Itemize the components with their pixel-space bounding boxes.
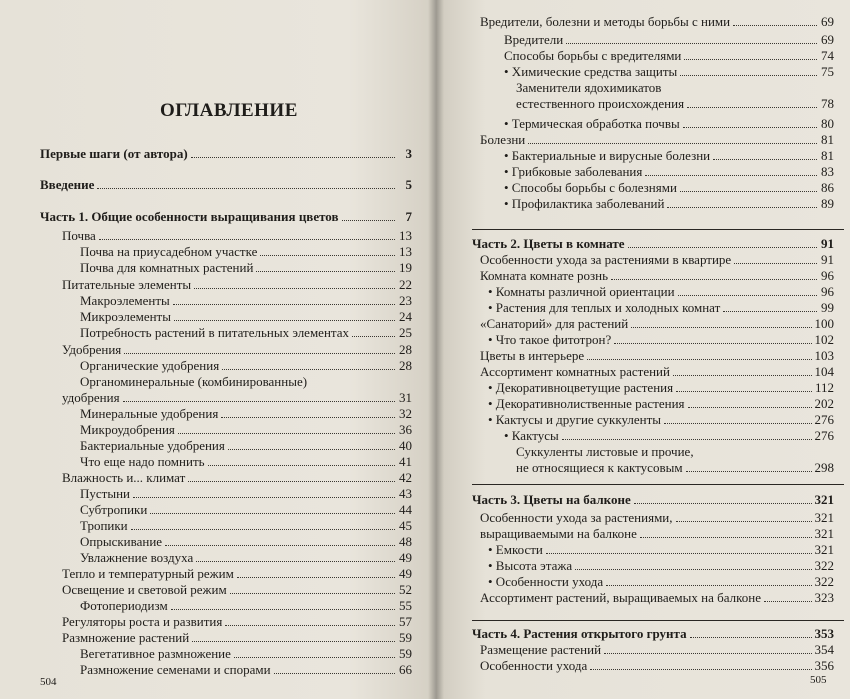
toc-entry-text: Микроэлементы <box>80 309 171 324</box>
toc-entry-text: Удобрения <box>62 342 122 357</box>
dot-leader <box>256 261 395 272</box>
right-toc-entry <box>480 526 834 542</box>
dot-leader <box>234 647 395 658</box>
toc-entry-text: Ассортимент растений, выращиваемых на балконе <box>480 590 761 605</box>
toc-page-number: 66 <box>399 662 412 677</box>
toc-page-number: 322 <box>814 574 834 589</box>
right-toc-entry <box>480 364 834 380</box>
toc-page-number: 80 <box>821 116 834 131</box>
dot-leader <box>528 133 817 144</box>
toc-entry-text: Субтропики <box>80 502 148 517</box>
right-toc-entry <box>480 590 834 606</box>
dot-leader <box>611 269 817 280</box>
toc-entry-text: Особенности ухода <box>480 658 588 673</box>
dot-leader <box>645 165 817 176</box>
dot-leader <box>178 423 395 434</box>
toc-entry-text: Фотопериодизм <box>80 598 168 613</box>
toc-page-number: 22 <box>399 277 412 292</box>
toc-entry-text: Увлажнение воздуха <box>80 550 194 565</box>
toc-page-number: 81 <box>821 132 834 147</box>
toc-entry-text: Вредители <box>504 32 564 47</box>
toc-page-number: 112 <box>814 380 834 395</box>
left-toc-entry <box>80 438 412 454</box>
dot-leader <box>640 527 812 538</box>
toc-entry-text: Вредители, болезни и методы борьбы с ними <box>480 14 731 29</box>
toc-entry-text: • Особенности ухода <box>488 574 604 589</box>
left-toc-entry <box>80 518 412 534</box>
toc-entry-text: Вегетативное размножение <box>80 646 231 661</box>
toc-entry-text: Способы борьбы с вредителями <box>504 48 682 63</box>
toc-page-number: 100 <box>814 316 834 331</box>
toc-page-number: 41 <box>399 454 412 469</box>
right-toc-entry <box>516 80 661 96</box>
right-toc-entry <box>516 96 834 112</box>
dot-leader <box>221 407 395 418</box>
toc-page-number: 57 <box>399 614 412 629</box>
toc-entry-text: • Бактериальные и вирусные болезни <box>504 148 711 163</box>
toc-entry-text: Органические удобрения <box>80 358 220 373</box>
toc-page-number: 276 <box>814 412 834 427</box>
left-toc-entry <box>80 646 412 662</box>
toc-page-number: 354 <box>814 642 834 657</box>
toc-page-number: 69 <box>821 32 834 47</box>
right-toc-entry <box>504 196 834 212</box>
right-toc-entry <box>480 14 834 30</box>
left-toc-entry <box>80 244 412 260</box>
toc-entry-text: Размножение растений <box>62 630 190 645</box>
dot-leader <box>260 245 395 256</box>
toc-page-number: 74 <box>821 48 834 63</box>
dot-leader <box>174 310 395 321</box>
toc-entry-text: Макроэлементы <box>80 293 170 308</box>
right-toc-entry <box>504 148 834 164</box>
toc-page-number: 23 <box>399 293 412 308</box>
dot-leader <box>764 591 812 602</box>
left-toc-entry <box>80 374 307 390</box>
dot-leader <box>222 359 395 370</box>
toc-page-number: 36 <box>399 422 412 437</box>
toc-page-number: 78 <box>821 96 834 111</box>
toc-page-number: 91 <box>821 236 834 251</box>
toc-page-number: 103 <box>814 348 834 363</box>
dot-leader <box>274 663 395 674</box>
dot-leader <box>667 197 817 208</box>
right-toc-entry <box>480 642 834 658</box>
right-toc-entry <box>504 164 834 180</box>
left-toc-entry <box>62 228 412 244</box>
dot-leader <box>133 487 395 498</box>
toc-entry-text: • Растения для теплых и холодных комнат <box>488 300 721 315</box>
toc-page-number: 89 <box>821 196 834 211</box>
right-toc-entry <box>488 412 834 428</box>
left-toc-entry <box>80 534 412 550</box>
toc-page-number: 13 <box>399 244 412 259</box>
dot-leader <box>191 147 395 158</box>
dot-leader <box>606 575 811 586</box>
toc-page-number: 59 <box>399 630 412 645</box>
toc-entry-text: Минеральные удобрения <box>80 406 219 421</box>
toc-entry-text: Цветы в интерьере <box>480 348 585 363</box>
dot-leader <box>173 294 395 305</box>
toc-page-number: 52 <box>399 582 412 597</box>
toc-entry-text: Регуляторы роста и развития <box>62 614 223 629</box>
book-gutter <box>428 0 444 699</box>
right-toc-entry <box>488 300 834 316</box>
toc-entry-text: Бактериальные удобрения <box>80 438 225 453</box>
toc-page-number: 13 <box>399 228 412 243</box>
toc-page-number: 28 <box>399 342 412 357</box>
right-toc-entry <box>504 428 834 444</box>
toc-page-number: 19 <box>399 260 412 275</box>
toc-entry-text: Ассортимент комнатных растений <box>480 364 670 379</box>
toc-entry-text: Тепло и температурный режим <box>62 566 234 581</box>
toc-page-number: 99 <box>821 300 834 315</box>
toc-page-number: 83 <box>821 164 834 179</box>
left-toc-entry <box>80 662 412 678</box>
toc-page-number: 323 <box>814 590 834 605</box>
dot-leader <box>733 15 817 26</box>
left-toc-entry <box>40 209 412 225</box>
left-toc-entry <box>62 390 412 406</box>
toc-page-number: 25 <box>399 325 412 340</box>
left-toc-entry <box>62 342 412 358</box>
toc-page-number: 102 <box>814 332 834 347</box>
left-toc-entry <box>40 177 412 193</box>
left-toc-entry <box>80 309 412 325</box>
toc-entry-text: Влажность и... климат <box>62 470 186 485</box>
toc-page-number: 45 <box>399 518 412 533</box>
toc-entry-text: Что еще надо помнить <box>80 454 205 469</box>
dot-leader <box>546 543 812 554</box>
dot-leader <box>566 33 817 44</box>
right-page <box>436 0 850 699</box>
dot-leader <box>723 301 817 312</box>
right-toc-entry <box>480 510 834 526</box>
section-divider <box>472 229 844 230</box>
toc-entry-text: Размещение растений <box>480 642 602 657</box>
toc-entry-text: • Что такое фитотрон? <box>488 332 612 347</box>
right-toc-entry <box>504 64 834 80</box>
toc-page-number: 298 <box>814 460 834 475</box>
toc-entry-text: Болезни <box>480 132 526 147</box>
left-toc-entry <box>80 260 412 276</box>
toc-entry-text: Опрыскивание <box>80 534 163 549</box>
left-toc-entry <box>80 486 412 502</box>
toc-page-number: 49 <box>399 550 412 565</box>
toc-page-number: 32 <box>399 406 412 421</box>
toc-entry-text: Органоминеральные (комбинированные) <box>80 374 308 389</box>
toc-entry-text: Потребность растений в питательных элементах <box>80 325 350 340</box>
left-toc-entry <box>80 406 412 422</box>
dot-leader <box>194 278 395 289</box>
right-toc-entry <box>504 116 834 132</box>
left-toc-entry <box>62 470 412 486</box>
toc-entry-text: Часть 3. Цветы на балконе <box>472 492 631 507</box>
toc-entry-text: Суккуленты листовые и прочие, <box>516 444 694 459</box>
right-toc-entry <box>488 558 834 574</box>
right-toc-entry <box>488 542 834 558</box>
toc-entry-text: Первые шаги (от автора) <box>40 146 188 161</box>
dot-leader <box>228 439 395 450</box>
dot-leader <box>686 461 812 472</box>
section-divider <box>472 484 844 485</box>
toc-page-number: 276 <box>814 428 834 443</box>
dot-leader <box>734 253 817 264</box>
right-toc-entry <box>480 658 834 674</box>
dot-leader <box>614 333 811 344</box>
dot-leader <box>99 229 395 240</box>
toc-entry-text: Введение <box>40 177 95 192</box>
dot-leader <box>680 181 817 192</box>
toc-entry-text: Почва <box>62 228 96 243</box>
dot-leader <box>684 49 817 60</box>
dot-leader <box>690 627 812 638</box>
toc-entry-text: • Способы борьбы с болезнями <box>504 180 677 195</box>
right-toc-entry <box>488 380 834 396</box>
left-toc-entry <box>62 566 412 582</box>
dot-leader <box>352 326 395 337</box>
right-toc-entry <box>472 626 834 642</box>
dot-leader <box>628 237 817 248</box>
left-toc-entry <box>80 293 412 309</box>
dot-leader <box>230 583 395 594</box>
left-toc-entry <box>62 614 412 630</box>
left-toc-entry <box>80 502 412 518</box>
toc-entry-text: • Комнаты различной ориентации <box>488 284 675 299</box>
toc-page-number: 86 <box>821 180 834 195</box>
right-toc-entry <box>516 444 694 460</box>
dot-leader <box>664 413 811 424</box>
toc-page-number: 43 <box>399 486 412 501</box>
left-toc-entry <box>40 146 412 162</box>
toc-page-number: 42 <box>399 470 412 485</box>
toc-entry-text: • Химические средства защиты <box>504 64 678 79</box>
left-toc-entry <box>80 422 412 438</box>
dot-leader <box>342 210 395 221</box>
dot-leader <box>188 471 395 482</box>
toc-page-number: 69 <box>821 14 834 29</box>
toc-entry-text: Тропики <box>80 518 128 533</box>
toc-page-number: 104 <box>814 364 834 379</box>
dot-leader <box>131 519 395 530</box>
left-toc-entry <box>62 582 412 598</box>
dot-leader <box>713 149 817 160</box>
toc-page-number: 96 <box>821 268 834 283</box>
toc-page-number: 75 <box>821 64 834 79</box>
left-toc-entry <box>80 454 412 470</box>
toc-entry-text: Размножение семенами и спорами <box>80 662 271 677</box>
toc-entry-text: Пустыни <box>80 486 130 501</box>
left-toc-entry <box>80 598 412 614</box>
dot-leader <box>683 117 817 128</box>
toc-entry-text: • Термическая обработка почвы <box>504 116 680 131</box>
toc-entry-text: не относящиеся к кактусовым <box>516 460 683 475</box>
toc-page-number: 31 <box>399 390 412 405</box>
toc-entry-text: Особенности ухода за растениями, <box>480 510 673 525</box>
toc-entry-text: Часть 1. Общие особенности выращивания цветов <box>40 209 339 224</box>
dot-leader <box>562 429 812 440</box>
right-toc-entry <box>480 252 834 268</box>
toc-page-number: 96 <box>821 284 834 299</box>
toc-entry-text: Часть 4. Растения открытого грунта <box>472 626 687 641</box>
dot-leader <box>587 349 811 360</box>
toc-entry-text: «Санаторий» для растений <box>480 316 629 331</box>
left-toc-entry <box>62 630 412 646</box>
toc-entry-text: • Профилактика заболеваний <box>504 196 665 211</box>
dot-leader <box>196 551 395 562</box>
toc-entry-text: • Грибковые заболевания <box>504 164 643 179</box>
right-toc-entry <box>516 460 834 476</box>
toc-page-number: 321 <box>814 492 834 507</box>
dot-leader <box>631 317 811 328</box>
toc-entry-text: Комната комнате рознь <box>480 268 609 283</box>
right-toc-entry <box>480 348 834 364</box>
toc-page-number: 202 <box>814 396 834 411</box>
toc-page-number: 49 <box>399 566 412 581</box>
toc-page-number: 44 <box>399 502 412 517</box>
right-toc-entry <box>504 48 834 64</box>
toc-page-number: 7 <box>405 209 412 224</box>
right-toc-entry <box>472 492 834 508</box>
toc-page-number: 321 <box>814 542 834 557</box>
dot-leader <box>575 559 811 570</box>
toc-entry-text: • Емкости <box>488 542 543 557</box>
dot-leader <box>225 615 395 626</box>
dot-leader <box>237 567 395 578</box>
toc-entry-text: Освещение и световой режим <box>62 582 227 597</box>
toc-entry-text: • Высота этажа <box>488 558 573 573</box>
toc-entry-text: • Кактусы и другие суккуленты <box>488 412 662 427</box>
left-toc-entry <box>80 325 412 341</box>
dot-leader <box>192 631 395 642</box>
dot-leader <box>678 285 817 296</box>
toc-page-number: 81 <box>821 148 834 163</box>
dot-leader <box>604 643 811 654</box>
right-toc-entry <box>488 396 834 412</box>
left-toc-entry <box>80 358 412 374</box>
toc-page-number: 40 <box>399 438 412 453</box>
right-toc-entry <box>488 574 834 590</box>
toc-page-number: 24 <box>399 309 412 324</box>
toc-entry-text: • Декоративнолиственные растения <box>488 396 685 411</box>
toc-entry-text: Заменители ядохимикатов <box>516 80 662 95</box>
right-toc-entry <box>480 132 834 148</box>
dot-leader <box>124 343 395 354</box>
dot-leader <box>680 65 817 76</box>
toc-title: ОГЛАВЛЕНИЕ <box>160 100 298 121</box>
toc-page-number: 322 <box>814 558 834 573</box>
toc-entry-text: • Декоративноцветущие растения <box>488 380 674 395</box>
right-toc-entry <box>472 236 834 252</box>
toc-page-number: 28 <box>399 358 412 373</box>
toc-page-number: 91 <box>821 252 834 267</box>
dot-leader <box>123 391 395 402</box>
left-toc-entry <box>80 550 412 566</box>
toc-entry-text: Почва для комнатных растений <box>80 260 254 275</box>
dot-leader <box>171 599 395 610</box>
dot-leader <box>165 535 395 546</box>
toc-entry-text: естественного происхождения <box>516 96 685 111</box>
section-divider <box>472 620 844 621</box>
toc-page-number: 321 <box>814 526 834 541</box>
toc-entry-text: Часть 2. Цветы в комнате <box>472 236 625 251</box>
toc-page-number: 3 <box>405 146 412 161</box>
right-toc-entries <box>436 0 850 699</box>
toc-page-number: 321 <box>814 510 834 525</box>
toc-entry-text: удобрения <box>62 390 120 405</box>
right-toc-entry <box>488 284 834 300</box>
dot-leader <box>634 493 812 504</box>
left-folio: 504 <box>40 676 57 688</box>
dot-leader <box>676 511 812 522</box>
toc-page-number: 55 <box>399 598 412 613</box>
toc-page-number: 356 <box>814 658 834 673</box>
dot-leader <box>673 365 812 376</box>
toc-entry-text: выращиваемыми на балконе <box>480 526 637 541</box>
dot-leader <box>590 659 811 670</box>
toc-entry-text: • Кактусы <box>504 428 559 443</box>
toc-page-number: 48 <box>399 534 412 549</box>
right-toc-entry <box>504 180 834 196</box>
dot-leader <box>208 455 395 466</box>
dot-leader <box>150 503 395 514</box>
toc-page-number: 59 <box>399 646 412 661</box>
dot-leader <box>676 381 812 392</box>
dot-leader <box>687 97 817 108</box>
toc-entry-text: Особенности ухода за растениями в квартире <box>480 252 732 267</box>
toc-page-number: 5 <box>405 177 412 192</box>
right-toc-entry <box>480 268 834 284</box>
toc-entry-text: Микроудобрения <box>80 422 175 437</box>
right-toc-entry <box>488 332 834 348</box>
toc-entry-text: Почва на приусадебном участке <box>80 244 258 259</box>
toc-page-number: 353 <box>814 626 834 641</box>
dot-leader <box>97 178 395 189</box>
left-toc-entry <box>62 277 412 293</box>
toc-entry-text: Питательные элементы <box>62 277 192 292</box>
right-toc-entry <box>504 32 834 48</box>
right-toc-entry <box>480 316 834 332</box>
right-folio: 505 <box>810 674 827 686</box>
dot-leader <box>688 397 812 408</box>
